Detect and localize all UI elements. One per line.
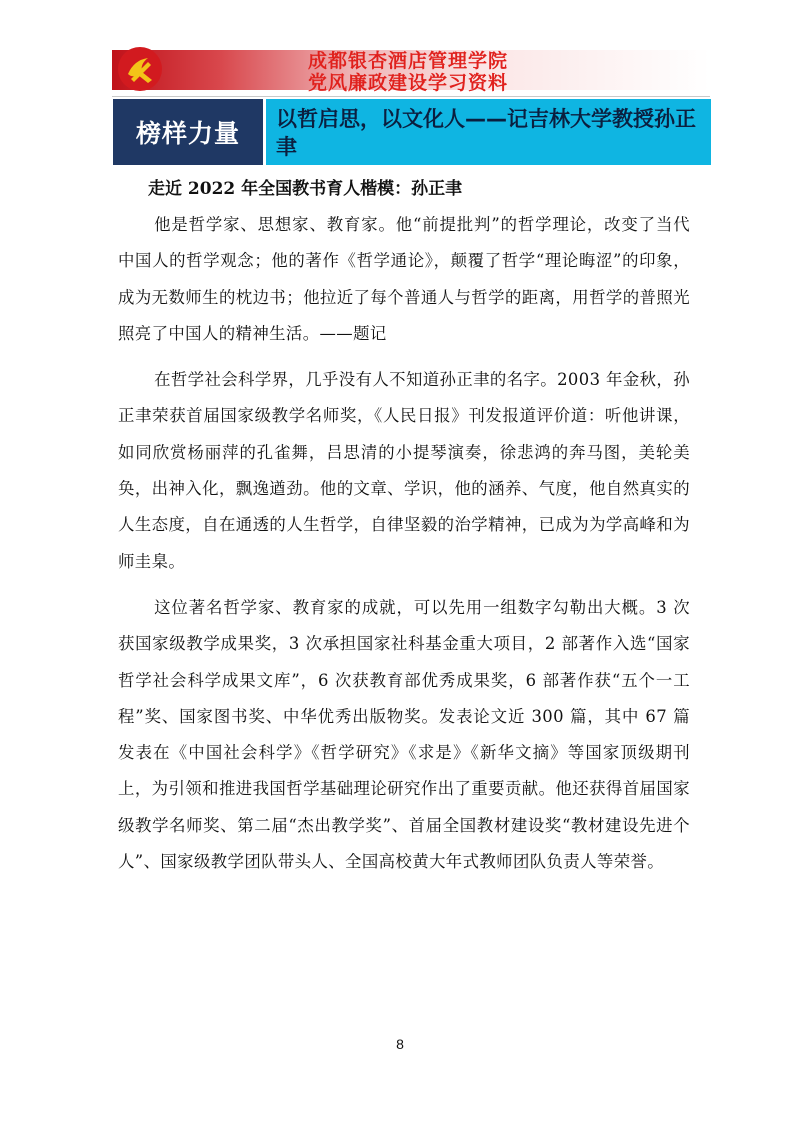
header-divider (112, 96, 710, 97)
paragraph-intro: 在哲学社会科学界，几乎没有人不知道孙正聿的名字。2003 年金秋，孙正聿荣获首届国家级教学名师奖，《人民日报》刊发报道评价道：听他讲课，如同欣赏杨丽萍的孔雀舞，吕思清的小提琴演奏，徐悲鸿的奔马图，美轮美奂，出神入化，飘逸遒劲。他的文章、学识，他的涵养、气度，他自然真实的人生态度，自在通透的人生哲学，自律坚毅的治学精神，已成为为学高峰和为师圭臬。 (118, 370, 690, 571)
party-emblem-icon (114, 44, 166, 94)
section-title-bar (113, 99, 711, 165)
article-body (118, 175, 690, 890)
article-title: 以哲启思，以文化人——记吉林大学教授孙正聿 (266, 99, 711, 165)
school-name: 成都银杏酒店管理学院 (308, 50, 509, 72)
page-number: 8 (396, 1036, 404, 1052)
section-tag: 榜样力量 (113, 99, 263, 165)
material-title: 党风廉政建设学习资料 (308, 72, 509, 94)
paragraph-epigraph: 他是哲学家、思想家、教育家。他“前提批判”的哲学理论，改变了当代中国人的哲学观念；他的著作《哲学通论》，颠覆了哲学“理论晦涩”的印象，成为无数师生的枕边书；他拉近了每个普通人与哲学的距离，用哲学的普照光照亮了中国人的精神生活。——题记 (118, 215, 690, 343)
header-titles (308, 50, 508, 94)
document-header (112, 44, 710, 94)
paragraph-achievements: 这位著名哲学家、教育家的成就，可以先用一组数字勾勒出大概。3 次获国家级教学成果奖，3 次承担国家社科基金重大项目，2 部著作入选“国家哲学社会科学成果文库”，6 次获教育部优秀成果奖，6 部著作获“五个一工程”奖、国家图书奖、中华优秀出版物奖。发表论文近 300 篇，其中 67 篇发表在《中国社会科学》《哲学研究》《求是》《新华文摘》等国家顶级期刊上，为引领和推进我国哲学基础理论研究作出了重要贡献。他还获得首届国家级教学名师奖、第二届“杰出教学奖”、首届全国教材建设奖“教材建设先进个人”、国家级教学团队带头人、全国高校黄大年式教师团队负责人等荣誉。 (118, 597, 690, 872)
article-subheading: 走近 2022 年全国教书育人楷模：孙正聿 (148, 179, 463, 199)
